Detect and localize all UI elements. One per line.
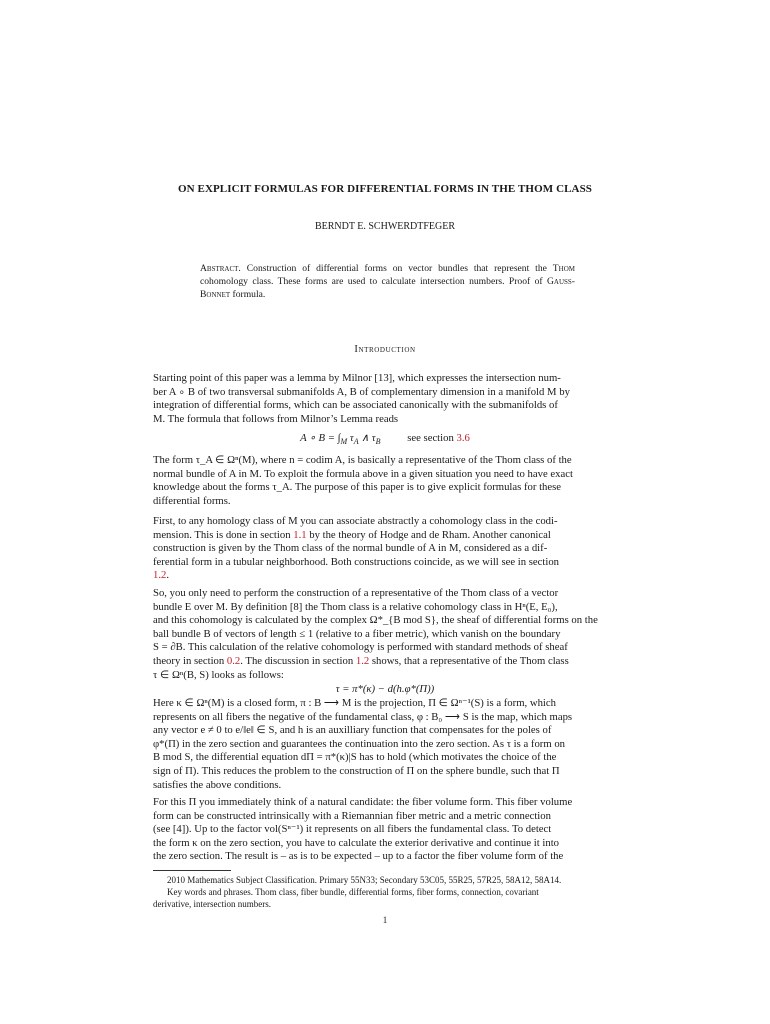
formula1-lhs: A ∘ B = ∫ xyxy=(300,432,341,444)
p4-line: ball bundle B of vectors of length ≤ 1 (relative to a fiber metric), which vanish on the boundary xyxy=(153,627,561,640)
p4-text: theory in section xyxy=(153,654,225,667)
p6-line: (see [4]). Up to the factor vol(Sⁿ⁻¹) it represents on all fibers the fundamental class. To detect xyxy=(153,823,552,836)
page-number: 1 xyxy=(382,915,388,925)
p5-line: represents on all fibers the negative of the fundamental class, φ : B₀ ⟶ S is the map, which maps xyxy=(153,710,573,723)
p5-line: B mod S, the differential equation dΠ = π*(κ)|S has to hold (which motivates the choice of the xyxy=(153,751,557,764)
p5-line: any vector e ≠ 0 to e/‖e‖ ∈ S, and h is an auxilliary function that compensates for the poles of xyxy=(153,724,552,737)
section-heading: Introduction xyxy=(354,344,416,355)
p3-text: mension. This is done in section xyxy=(153,528,291,541)
p5-line: sign of Π). This reduces the problem to the construction of Π on the sphere bundle, such that Π xyxy=(153,764,560,777)
p4-line: and this cohomology is calculated by the complex Ω*_{B mod S}, the sheaf of differential forms on the xyxy=(153,614,598,627)
p4-text: shows, that a representative of the Thom class xyxy=(371,654,569,667)
p4-line: τ ∈ Ωⁿ(B, S) looks as follows: xyxy=(153,668,284,681)
formula1-sub-a: A xyxy=(353,437,359,447)
footnote-line: derivative, intersection numbers. xyxy=(153,899,271,909)
p3-line: construction is given by the Thom class of the normal bundle of A in M, considered as a dif- xyxy=(153,542,548,555)
p2-line: differential forms. xyxy=(153,494,231,507)
abstract-label: Abstract. xyxy=(200,263,241,274)
footnote-line: Key words and phrases. Thom class, fiber bundle, differential forms, fiber forms, connection, covariant xyxy=(167,887,539,897)
abstract-text-2: cohomology class. These forms are used to calculate intersection numbers. Proof of xyxy=(200,276,543,287)
section-ref-link[interactable]: 1.1 xyxy=(293,528,307,541)
formula1-rhs: τ xyxy=(349,432,354,444)
p4-text: . The discussion in section xyxy=(240,654,354,667)
p3-text: by the theory of Hodge and de Rham. Another canonical xyxy=(309,528,551,541)
footnote-rule xyxy=(153,870,231,871)
paragraph-2 xyxy=(153,454,616,508)
section-ref-link[interactable]: 1.2 xyxy=(153,569,167,582)
abstract xyxy=(200,262,575,301)
author-name: BERNDT E. SCHWERDTFEGER xyxy=(314,221,456,232)
p6-line: the form κ on the zero section, you have to calculate the exterior derivative and continue it into xyxy=(153,836,560,849)
formula1-sub: M xyxy=(340,437,348,447)
p5-line: Here κ ∈ Ωⁿ(M) is a closed form, π : B ⟶ M is the projection, Π ∈ Ωⁿ⁻¹(S) is a form, which xyxy=(153,697,556,709)
section-ref-link[interactable]: 0.2 xyxy=(226,654,241,667)
p5-line: satisfies the above conditions. xyxy=(153,778,282,791)
abstract-gauss-bonnet: Gauss-Bonnet xyxy=(200,276,575,300)
paper-title: ON EXPLICIT FORMULAS FOR DIFFERENTIAL FORMS IN THE THOM CLASS xyxy=(177,183,593,195)
abstract-thom: Thom xyxy=(552,263,575,274)
formula1-sub-b: B xyxy=(375,437,381,447)
paragraph-5 xyxy=(153,697,616,792)
p3-line xyxy=(153,529,616,543)
formula1-wedge: ∧ τ xyxy=(358,432,376,444)
paragraph-1 xyxy=(153,372,616,426)
paragraph-3 xyxy=(153,515,616,583)
formula1-see: see section xyxy=(407,432,454,444)
p6-line: form can be constructed intrinsically with a Riemannian fiber metric and a metric connection xyxy=(153,809,551,822)
p2-line: knowledge about the forms τ_A. The purpose of this paper is to give explicit formulas for these xyxy=(153,481,562,494)
p5-line: φ*(Π) in the zero section and guarantees the continuation into the zero section. As τ is a form on xyxy=(153,737,566,750)
formula-thom-representative: τ = π*(κ) − d(h.φ*(Π)) xyxy=(335,683,435,695)
p4-line xyxy=(153,655,616,669)
p1-line: integration of differential forms, which can be associated canonically with the submanifolds of xyxy=(153,399,558,412)
p3-line: First, to any homology class of M you can associate abstractly a cohomology class in the codi- xyxy=(153,515,558,527)
p2-line: The form τ_A ∈ Ωⁿ(M), where n = codim A, is basically a representative of the Thom class of the xyxy=(153,454,572,466)
p3-line: ferential form in a tubular neighborhood. Both constructions coincide, as we will see in section xyxy=(153,555,560,568)
p6-line: For this Π you immediately think of a natural candidate: the fiber volume form. This fiber volume xyxy=(153,796,573,808)
p2-line: normal bundle of A in M. To exploit the formula above in a given situation you need to have exact xyxy=(153,467,573,480)
section-ref-link[interactable]: 1.2 xyxy=(355,654,370,667)
p4-line: S = ∂B. This calculation of the relative cohomology is performed with standard methods of sheaf xyxy=(153,641,568,654)
abstract-text-3: formula. xyxy=(232,289,266,300)
p4-line: bundle E over M. By definition [8] the Thom class is a relative cohomology class in Hⁿ(E, E₀), xyxy=(153,600,558,613)
formula-intersection xyxy=(0,431,770,446)
p1-line: M. The formula that follows from Milnor’s Lemma reads xyxy=(153,412,399,425)
abstract-text-1: Construction of differential forms on vector bundles that represent the xyxy=(246,263,547,274)
paragraph-6 xyxy=(153,796,616,864)
p3-text: . xyxy=(166,569,170,582)
p1-line: Starting point of this paper was a lemma by Milnor [13], which expresses the intersection num- xyxy=(153,372,561,384)
p4-line: So, you only need to perform the construction of a representative of the Thom class of a vector xyxy=(153,587,559,599)
footnote-line: 2010 Mathematics Subject Classification. Primary 55N33; Secondary 53C05, 55R25, 57R25, 58A12, 58A14. xyxy=(167,875,562,885)
section-ref-link[interactable]: 3.6 xyxy=(456,432,470,444)
paragraph-4 xyxy=(153,587,616,682)
p1-line: ber A ∘ B of two transversal submanifolds A, B of complementary dimension in a manifold M by xyxy=(153,385,570,398)
p6-line: the zero section. The result is – as is to be expected – up to a factor the fiber volume form of the xyxy=(153,850,564,863)
p3-line xyxy=(153,569,616,583)
footnote xyxy=(153,874,616,910)
